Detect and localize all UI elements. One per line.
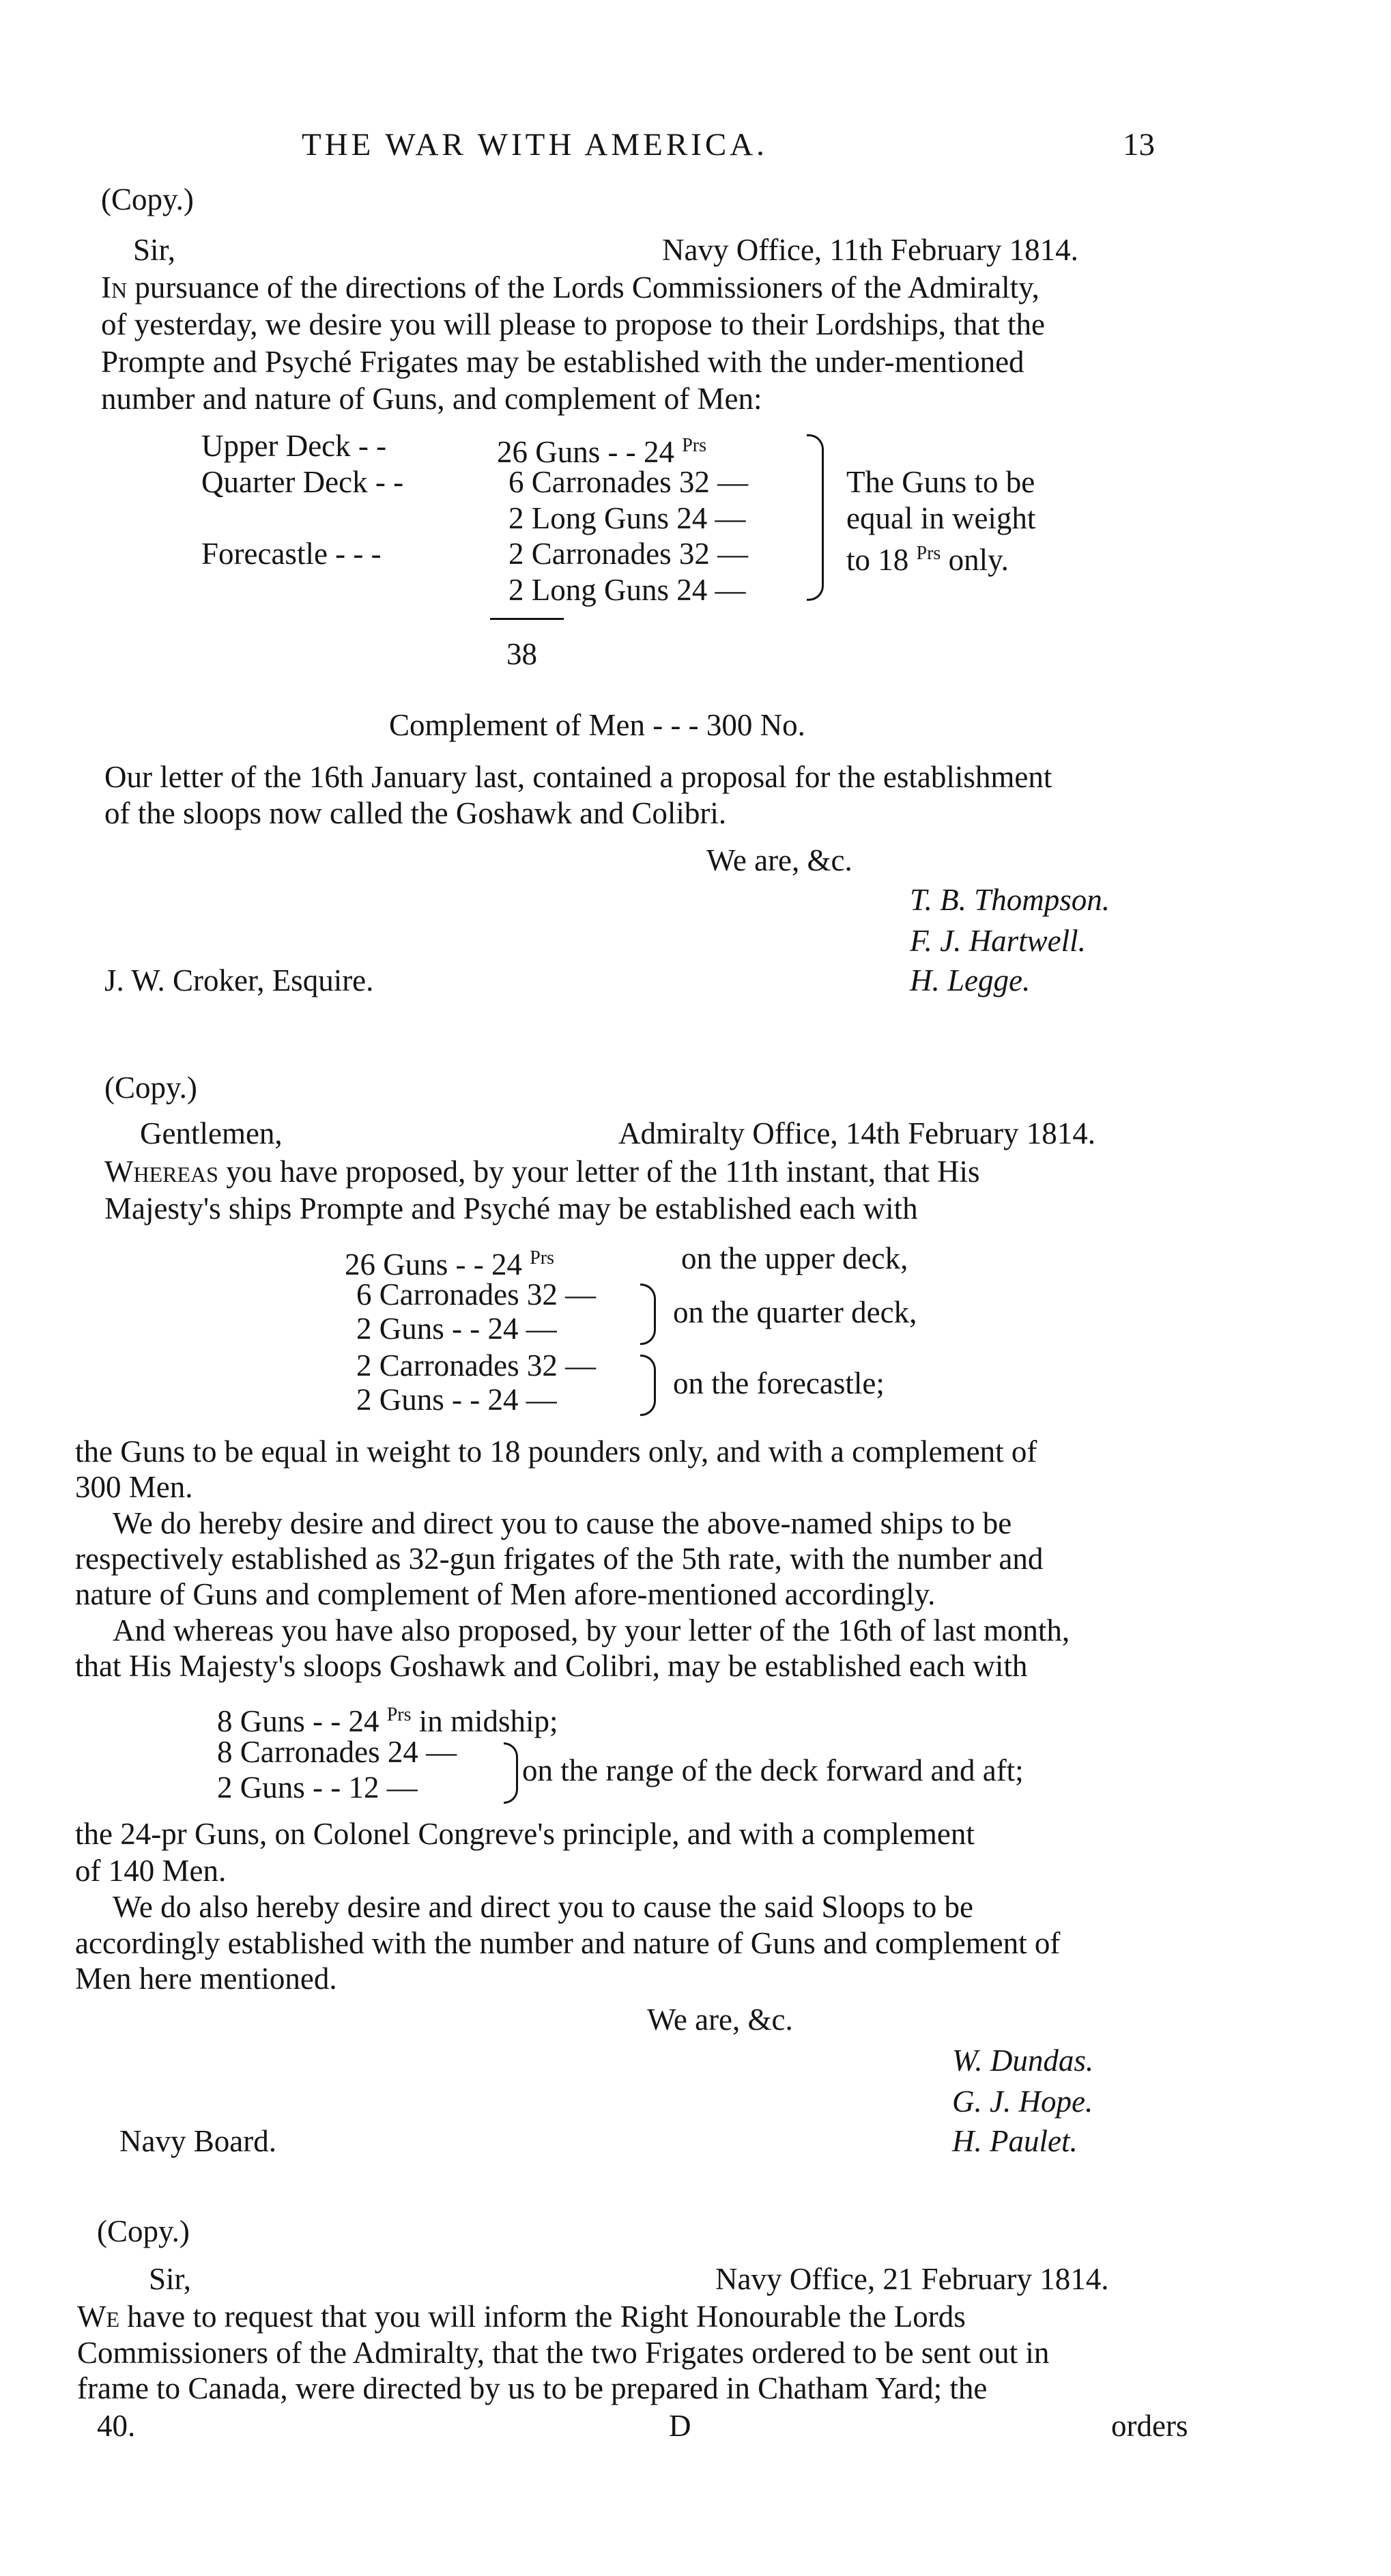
deck-position: on the quarter deck, [673, 1295, 917, 1329]
grouping-brace [504, 1742, 518, 1804]
grouping-brace [640, 1284, 656, 1345]
pounder-suffix: Prs [530, 1247, 555, 1269]
body-line: Prompte and Psyché Frigates may be established with the under-mentioned [101, 345, 1024, 379]
signatory: H. Paulet. [952, 2124, 1078, 2158]
gun-item-text: 8 Guns - - 24 [217, 1704, 379, 1738]
addressee: Navy Board. [119, 2124, 276, 2158]
dateline: Navy Office, 11th February 1814. [662, 233, 1078, 267]
body-line: Majesty's ships Prompte and Psyché may be established each with [104, 1191, 918, 1226]
gun-item: 2 Guns - - 12 — [217, 1770, 418, 1804]
gun-item: 8 Carronades 24 — [217, 1735, 457, 1769]
guns-note-line: The Guns to be [846, 465, 1035, 499]
dateline: Navy Office, 21 February 1814. [715, 2262, 1109, 2296]
valediction: We are, &c. [647, 2002, 793, 2037]
gun-item: 2 Carronades 32 — [508, 537, 749, 571]
catchword: orders [1111, 2409, 1188, 2443]
deck-position: on the forecastle; [673, 1366, 885, 1400]
body-line [104, 1152, 980, 1191]
gun-item: 2 Long Guns 24 — [508, 573, 746, 607]
valediction: We are, &c. [706, 843, 852, 877]
complement-line: Complement of Men - - - 300 No. [389, 708, 805, 742]
body-line: Commissioners of the Admiralty, that the two Frigates ordered to be sent out in [77, 2336, 1050, 2370]
total-rule [490, 618, 564, 620]
guns-note-text: only. [941, 543, 1009, 577]
opening-word: Whereas [104, 1155, 218, 1189]
body-line: accordingly established with the number and nature of Guns and complement of [75, 1926, 1061, 1960]
copy-label: (Copy.) [97, 2214, 190, 2248]
running-title: THE WAR WITH AMERICA. [302, 127, 768, 162]
body-line: We do also hereby desire and direct you to cause the said Sloops to be [113, 1890, 974, 1924]
body-line: of yesterday, we desire you will please to propose to their Lordships, that the [101, 307, 1045, 341]
gun-item: 2 Long Guns 24 — [508, 501, 746, 535]
body-line-text: have to request that you will inform the Right Honourable the Lords [119, 2299, 966, 2334]
opening-word: We [77, 2299, 120, 2334]
salutation: Sir, [133, 233, 175, 267]
guns-note-text: to 18 [846, 543, 909, 577]
gun-item: 6 Carronades 32 — [508, 465, 749, 499]
body-line: nature of Guns and complement of Men afore-mentioned accordingly. [75, 1577, 936, 1611]
gun-item: 2 Guns - - 24 — [356, 1312, 557, 1346]
salutation: Sir, [149, 2262, 191, 2296]
body-line: number and nature of Guns, and complement of Men: [101, 382, 762, 416]
copy-label: (Copy.) [101, 182, 194, 216]
body-line [101, 268, 1039, 307]
copy-label: (Copy.) [104, 1071, 197, 1105]
footer-number: 40. [97, 2409, 136, 2443]
body-line: of the sloops now called the Goshawk and Colibri. [104, 796, 727, 830]
signatory: T. B. Thompson. [910, 883, 1110, 917]
body-line: Men here mentioned. [75, 1962, 337, 1996]
body-line: the Guns to be equal in weight to 18 pounders only, and with a complement of [75, 1434, 1037, 1469]
gun-item-text: 26 Guns - - 24 [497, 435, 674, 469]
grouping-brace [640, 1355, 656, 1416]
body-line: respectively established as 32-gun frigates of the 5th rate, with the number and [75, 1542, 1044, 1576]
signatory: W. Dundas. [952, 2043, 1094, 2078]
body-line: And whereas you have also proposed, by your letter of the 16th of last month, [113, 1613, 1070, 1647]
dateline: Admiralty Office, 14th February 1814. [618, 1116, 1096, 1150]
deck-label: Quarter Deck - - [201, 465, 404, 499]
guns-note-line [846, 535, 1009, 579]
deck-label: Forecastle - - - [201, 537, 382, 571]
body-line: frame to Canada, were directed by us to be prepared in Chatham Yard; the [77, 2371, 988, 2405]
pounder-suffix: Prs [916, 543, 941, 564]
addressee: J. W. Croker, Esquire. [104, 963, 374, 997]
opening-word: In [101, 270, 128, 305]
signatory: G. J. Hope. [952, 2084, 1093, 2119]
body-line: 300 Men. [75, 1470, 193, 1504]
guns-total: 38 [506, 637, 537, 671]
gun-item: 6 Carronades 32 — [356, 1277, 597, 1312]
body-line: that His Majesty's sloops Goshawk and Colibri, may be established each with [75, 1649, 1028, 1683]
pounder-suffix: Prs [682, 435, 707, 456]
deck-position: on the range of the deck forward and aft; [522, 1753, 1024, 1787]
body-line: Our letter of the 16th January last, contained a proposal for the establishment [104, 760, 1052, 794]
gun-item-text: 26 Guns - - 24 [345, 1247, 522, 1282]
body-line: the 24-pr Guns, on Colonel Congreve's principle, and with a complement [75, 1817, 975, 1851]
signatory: F. J. Hartwell. [910, 924, 1086, 958]
gun-item: 2 Guns - - 24 — [356, 1383, 557, 1417]
body-line-text: pursuance of the directions of the Lords Commissioners of the Admiralty, [127, 270, 1039, 305]
page-number: 13 [1123, 127, 1155, 162]
body-line: We do hereby desire and direct you to cause the above-named ships to be [113, 1506, 1012, 1540]
deck-position: in midship; [418, 1704, 558, 1738]
pounder-suffix: Prs [386, 1704, 412, 1725]
deck-position: on the upper deck, [681, 1241, 908, 1275]
grouping-brace [807, 434, 824, 601]
signature-mark: D [669, 2409, 691, 2443]
body-line [77, 2297, 966, 2336]
deck-label: Upper Deck - - [201, 429, 387, 463]
salutation: Gentlemen, [140, 1116, 283, 1150]
gun-item: 2 Carronades 32 — [356, 1348, 597, 1383]
body-line-text: you have proposed, by your letter of the 11th instant, that His [218, 1155, 980, 1189]
guns-note-line: equal in weight [846, 501, 1036, 535]
body-line: of 140 Men. [75, 1854, 227, 1888]
signatory: H. Legge. [910, 963, 1031, 997]
